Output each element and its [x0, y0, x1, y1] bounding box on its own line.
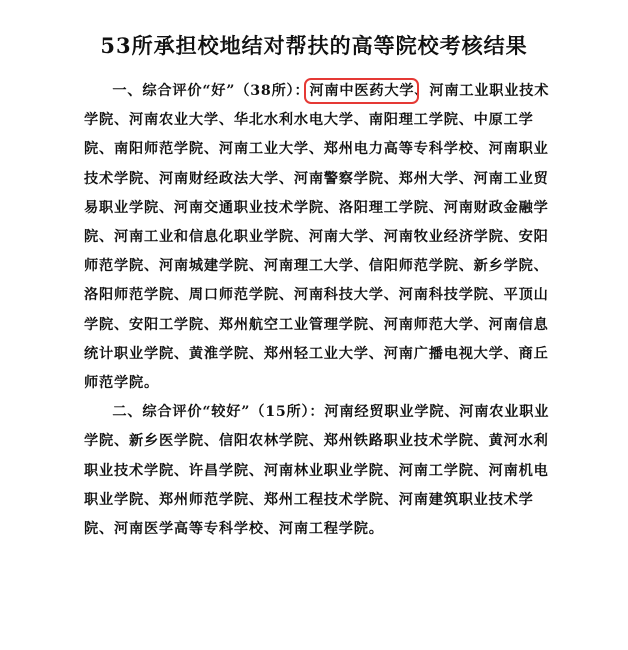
section-fairly-good-heading: 二、综合评价“较好”: [112, 404, 251, 421]
section-fairly-good: [84, 398, 554, 544]
section-fairly-good-list: 河南经贸职业学院、河南农业职业学院、新乡医学院、信阳农林学院、郑州铁路职业技术学院、黄河水利职业技术学院、许昌学院、河南林业职业学院、河南工学院、河南机电职业学院、郑州师范学院、郑州工程技术学院、河南建筑职业技术学院、河南医学高等专科学校、河南工程学院。: [84, 404, 550, 538]
document-title: 53所承担校地结对帮扶的高等院校考核结果: [100, 33, 528, 58]
section-fairly-good-count: （15所）：: [250, 404, 325, 421]
section-good-heading: 一、综合评价“好”: [112, 83, 236, 99]
highlighted-school: 河南中医药大学: [309, 83, 415, 99]
section-good-count: （38所）：: [235, 83, 310, 99]
document-body: [84, 77, 554, 544]
section-good-list: 、河南工业职业技术学院、河南农业大学、华北水利水电大学、南阳理工学院、中原工学院、南阳师范学院、河南工业大学、郑州电力高等专科学校、河南职业技术学院、河南财经政法大学、河南警察学院、郑州大学、河南工业贸易职业学院、河南交通职业技术学院、洛阳理工学院、河南财政金融学院、河南工业和信息化职业学院、河南大学、河南牧业经济学院、安阳师范学院、河南城建学院、河南理工大学、信阳师范学院、新乡学院、洛阳师范学院、周口师范学院、河南科技大学、河南科技学院、平顶山学院、安阳工学院、郑州航空工业管理学院、河南师范大学、河南信息统计职业学院、黄淮学院、郑州轻工业大学、河南广播电视大学、商丘师范学院。: [84, 83, 550, 392]
section-good: [84, 77, 554, 398]
